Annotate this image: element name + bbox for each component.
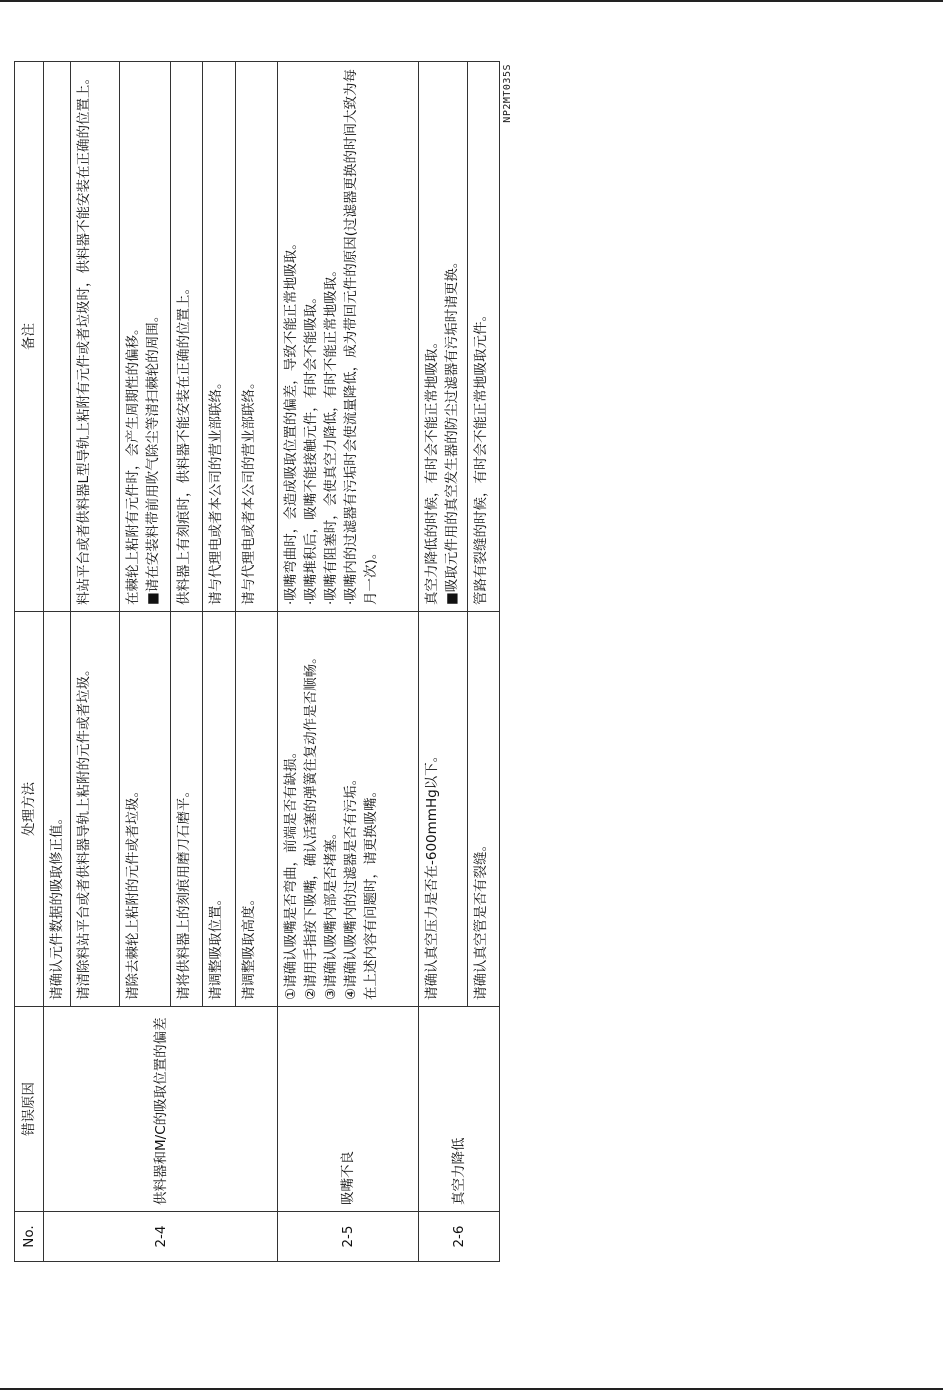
remarks-cell: 管路有裂缝的时候，有时会不能正常地吸取元件。 — [467, 62, 499, 612]
row-no-2-4: 2-4 — [44, 1212, 278, 1262]
remarks-cell: 请与代理电或者本公司的营业部联络。 — [235, 62, 277, 612]
document-code: NP2MT035S — [502, 64, 513, 123]
remarks-cell — [44, 62, 71, 612]
header-remarks: 备注 — [15, 62, 44, 612]
remarks-cell: 供料器上有刻痕时，供料器不能安装在正确的位置上。 — [171, 62, 203, 612]
table-row — [278, 62, 419, 1262]
method-cell: ①请确认吸嘴是否弯曲，前端是否有缺损。 ②请用手指按下吸嘴，确认活塞的弹簧往复动作是否顺畅。 ③请确认吸嘴内部是否堵塞。 ④请确认吸嘴内的过滤器是否有污垢。 在上述内容有问题时，请更换吸嘴。 — [278, 612, 419, 1007]
row-cause-2-6: 真空力降低 — [419, 1007, 500, 1212]
header-method: 处理方法 — [15, 612, 44, 1007]
remarks-cell: 真空力降低的时候，有时会不能正常地吸取。 ■吸取元件用的真空发生器的防尘过滤器有污垢时请更换。 — [419, 62, 467, 612]
method-cell: 请调整吸取位置。 — [203, 612, 235, 1007]
method-cell: 请除去棘轮上粘附的元件或者垃圾。 — [119, 612, 170, 1007]
table-row — [44, 62, 71, 1262]
table-header-row — [15, 62, 44, 1262]
remarks-cell: 请与代理电或者本公司的营业部联络。 — [203, 62, 235, 612]
remarks-cell: ·吸嘴弯曲时，会造成吸取位置的偏差，导致不能正常地吸取。 ·吸嘴堆积后，吸嘴不能接触元件，有时会不能吸取。 ·吸嘴有阻塞时，会使真空力降低，有时不能正常地吸取。 ·吸嘴内的过滤器有污垢时会使流量降低，成为带回元件的原因(过滤器更换的时间大致为每月一次)。 — [278, 62, 419, 612]
troubleshooting-table-rotated — [14, 62, 500, 1262]
row-cause-2-4: 供料器和M/C的吸取位置的偏差 — [44, 1007, 278, 1212]
header-cause: 错误原因 — [15, 1007, 44, 1212]
table-row — [419, 62, 467, 1262]
method-cell: 请确认真空压力是否在-600mmHg以下。 — [419, 612, 467, 1007]
remarks-cell: 料站平台或者供料器L型导轨上粘附有元件或者垃圾时，供料器不能安装在正确的位置上。 — [71, 62, 119, 612]
method-cell: 请确认元件数据的吸取修正值。 — [44, 612, 71, 1007]
method-cell: 请清除料站平台或者供料器导轨上粘附的元件或者垃圾。 — [71, 612, 119, 1007]
row-cause-2-5: 吸嘴不良 — [278, 1007, 419, 1212]
header-no: No. — [15, 1212, 44, 1262]
method-cell: 请调整吸取高度。 — [235, 612, 277, 1007]
troubleshooting-table — [14, 61, 500, 1262]
method-cell: 请确认真空管是否有裂缝。 — [467, 612, 499, 1007]
row-no-2-6: 2-6 — [419, 1212, 500, 1262]
remarks-cell: 在棘轮上粘附有元件时，会产生周期性的偏移。 ■请在安装料带前用吹气除尘等清扫棘轮的周围。 — [119, 62, 170, 612]
method-cell: 请将供料器上的刻痕用磨刀石磨平。 — [171, 612, 203, 1007]
top-rule — [0, 0, 943, 2]
row-no-2-5: 2-5 — [278, 1212, 419, 1262]
bottom-rule — [0, 1388, 943, 1390]
